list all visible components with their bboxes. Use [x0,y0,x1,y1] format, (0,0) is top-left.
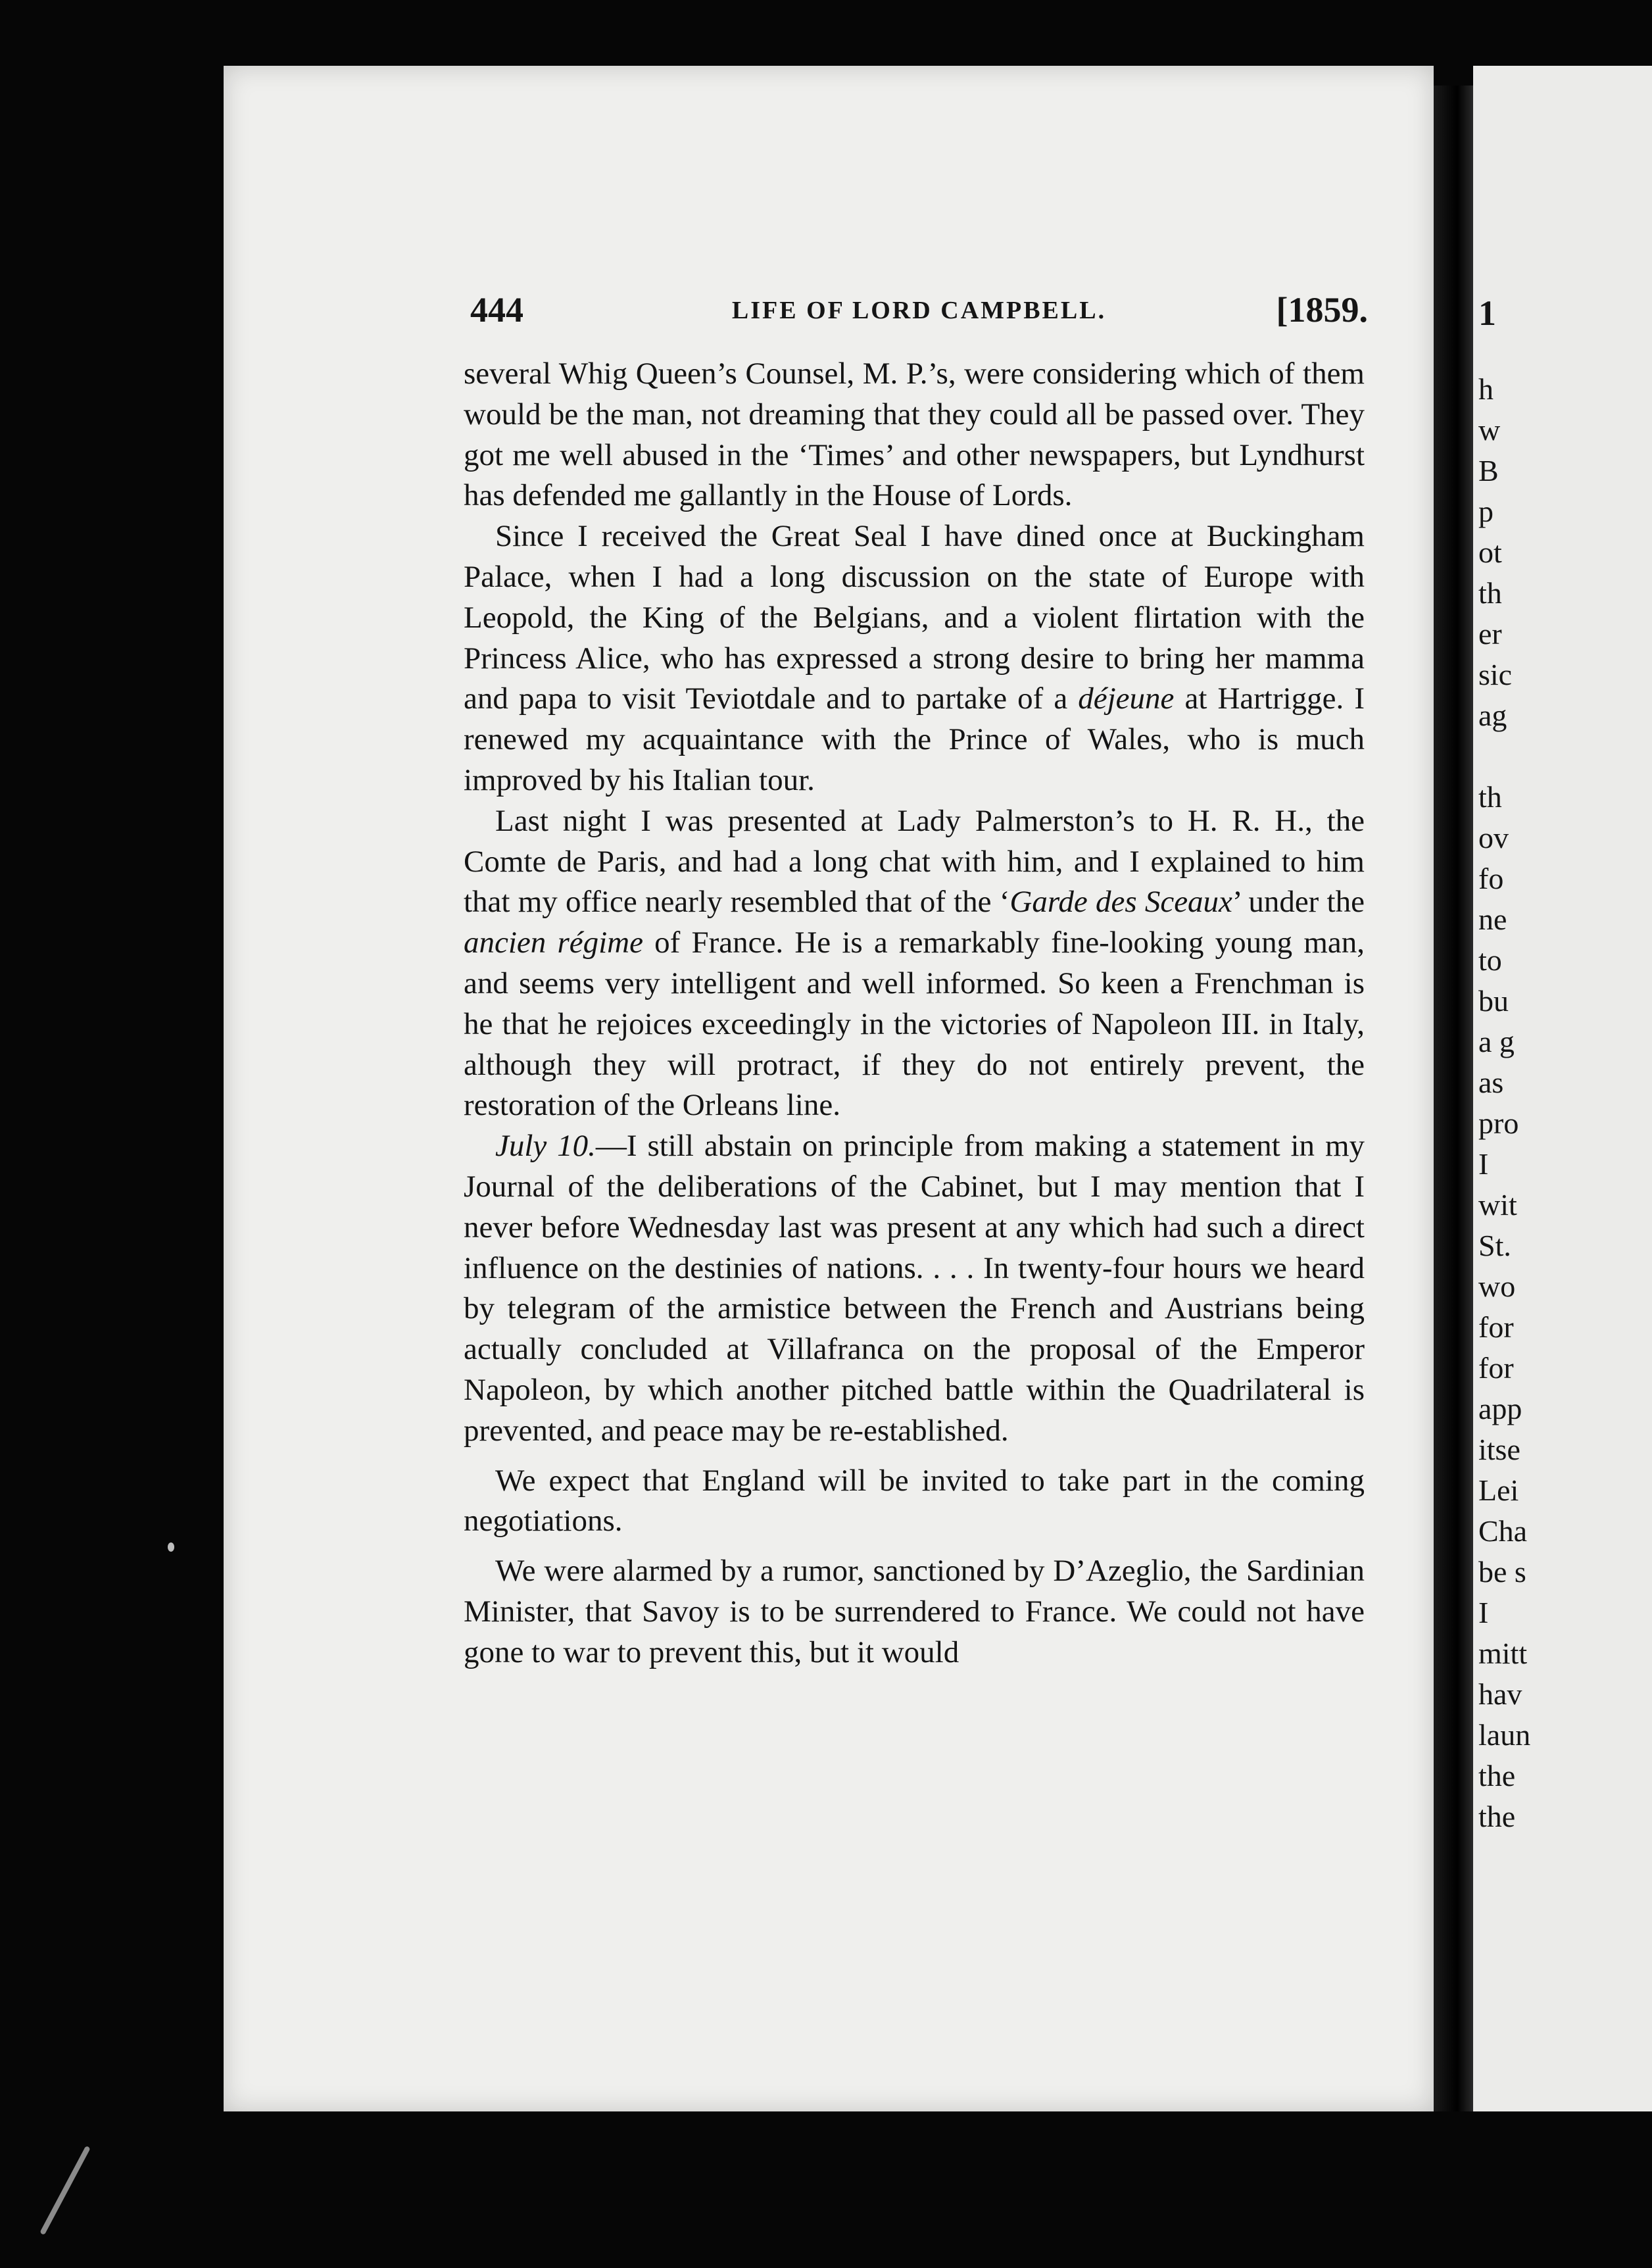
next-page-fragment: for [1478,1310,1514,1344]
next-page-fragment: I [1478,1596,1489,1629]
scan-scratch [39,2146,90,2235]
next-page-fragment: St. [1478,1229,1511,1262]
next-page-fragment: Lei [1478,1473,1519,1507]
scan-speck [168,1542,174,1552]
next-page-fragment: as [1478,1066,1504,1099]
next-page-fragment: fo [1478,862,1504,895]
next-page-fragment: the [1478,1800,1516,1833]
next-page-fragment: ag [1478,699,1507,732]
next-page-fragment: wo [1478,1270,1516,1303]
next-page-fragment: h [1478,372,1494,406]
page-number: 444 [470,290,523,330]
body-text [464,354,1365,1673]
next-page-fragment: hav [1478,1677,1522,1711]
next-page-fragment: sic [1478,658,1513,691]
running-header [470,289,1368,335]
book-gutter [1434,86,1473,2111]
next-page-fragment: B [1478,454,1499,487]
paragraph: July 10.—I still abstain on principle from making a statement in my Journal of the deliberations of the Cabinet, but I may mention that I never before Wednesday last was present at any which had such a direct influence on the destinies of nations. . . . In twenty-four hours we heard by telegram of the armistice between the French and Austrians being actually concluded at Villafranca on the proposal of the Emperor Napoleon, by which another pitched battle within the Quadrilateral is prevented, and peace may be re-established. [464,1129,1365,1448]
next-page-fragment: laun [1478,1718,1531,1752]
next-page-fragment: I [1478,1147,1489,1181]
next-page-fragment: er [1478,617,1502,651]
next-page-fragment: itse [1478,1433,1520,1466]
next-page-fragment: 1 [1478,293,1496,333]
next-page-fragment: to [1478,943,1502,977]
next-page-fragment: Cha [1478,1514,1528,1548]
next-page-fragment: a g [1478,1025,1515,1058]
next-page-fragment: the [1478,1759,1516,1792]
paragraph: Last night I was presented at Lady Palmerston’s to H. R. H., the Comte de Paris, and had a long chat with him, and I explained to him that my office nearly resembled that of the ‘Garde des Sceaux’ under the ancien régime of France. He is a remarkably fine-looking young man, and seems very intelligent and well informed. So keen a Frenchman is he that he rejoices exceedingly in the victories of Napoleon III. in Italy, although they will protract, if they do not entirely prevent, the restoration of the Orleans line. [464,803,1365,1123]
next-page-fragment: p [1478,495,1494,528]
paragraph: We were alarmed by a rumor, sanctioned by D’Azeglio, the Sardinian Minister, that Savoy is to be surrendered to France. We could not have gone to war to prevent this, but it would [464,1554,1365,1669]
next-page-fragment: ov [1478,821,1509,854]
next-page-fragment: wit [1478,1188,1517,1221]
next-page-fragment: th [1478,780,1502,814]
next-page-fragment: w [1478,413,1501,447]
next-page-fragment: mitt [1478,1637,1528,1670]
next-page-fragment: bu [1478,984,1509,1018]
next-page-fragment: for [1478,1351,1514,1385]
running-title: LIFE OF LORD CAMPBELL. [731,297,1107,324]
paragraph: Since I received the Great Seal I have dined once at Buckingham Palace, when I had a long discussion on the state of Europe with Leopold, the King of the Belgians, and a violent flirtation with the Princess Alice, who has expressed a strong desire to bring her mamma and papa to visit Teviotdale and to partake of a déjeune at Hartrigge. I renewed my acquaintance with the Prince of Wales, who is much improved by his Italian tour. [464,519,1365,797]
next-page-fragment: app [1478,1392,1522,1425]
next-page-fragment: th [1478,576,1502,610]
next-page-fragment: ne [1478,902,1507,936]
next-page-fragment: be s [1478,1555,1526,1589]
paragraph: We expect that England will be invited to take part in the coming negotiations. [464,1463,1365,1539]
header-year: [1859. [1276,290,1368,330]
paragraph: several Whig Queen’s Counsel, M. P.’s, were considering which of them would be the man, not dreaming that they could all be passed over. They got me well abused in the ‘Times’ and other newspapers, but Lyndhurst has defended me gallantly in the House of Lords. [464,357,1365,513]
next-page-fragment: pro [1478,1106,1519,1140]
next-page-fragment: ot [1478,535,1502,569]
